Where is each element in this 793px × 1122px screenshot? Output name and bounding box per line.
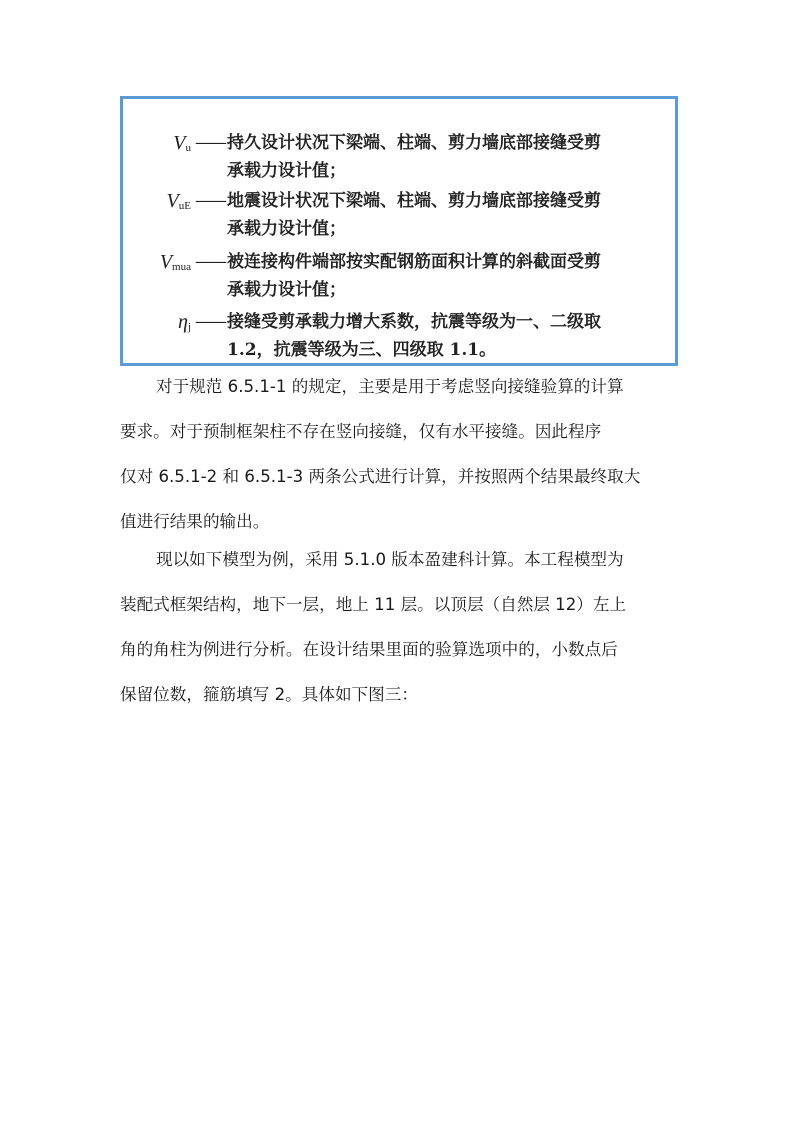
definition-text: 接缝受剪承载力增大系数，抗震等级为一、二级取	[227, 312, 601, 332]
paragraph-line: 现以如下模型为例，采用 5.1.0 版本盈建科计算。本工程模型为	[156, 550, 624, 569]
definition-text: 地震设计状况下梁端、柱端、剪力墙底部接缝受剪	[227, 191, 601, 211]
paragraph-line: 值进行结果的输出。	[120, 512, 270, 531]
definition-text-continued: 1.2，抗震等级为三、四级取 1.1。	[227, 340, 497, 360]
symbol: $V_{mua}$	[159, 251, 191, 273]
symbol: $V_u$	[173, 132, 191, 154]
paragraph-line: 角的角柱为例进行分析。在设计结果里面的验算选项中的，小数点后	[120, 640, 618, 659]
paragraph-code-explanation	[120, 364, 676, 544]
em-dash: ——	[195, 312, 225, 332]
em-dash: ——	[195, 133, 225, 153]
definition-text-continued: 承载力设计值；	[227, 280, 346, 300]
code-excerpt-box	[120, 96, 678, 366]
symbol: $V_{uE}$	[166, 190, 191, 212]
paragraph-model-example	[120, 537, 676, 717]
definition-text-continued: 承载力设计值；	[227, 219, 346, 239]
definition-text-continued: 承载力设计值；	[227, 161, 346, 181]
symbol: $\eta_j$	[178, 311, 191, 333]
definition-text: 被连接构件端部按实配钢筋面积计算的斜截面受剪	[227, 252, 601, 272]
definition-text: 持久设计状况下梁端、柱端、剪力墙底部接缝受剪	[227, 133, 601, 153]
em-dash: ——	[195, 252, 225, 272]
paragraph-line: 仅对 6.5.1-2 和 6.5.1-3 两条公式进行计算，并按照两个结果最终取大	[120, 467, 641, 486]
em-dash: ——	[195, 191, 225, 211]
paragraph-line: 保留位数，箍筋填写 2。具体如下图三：	[120, 685, 418, 704]
paragraph-line: 对于规范 6.5.1-1 的规定，主要是用于考虑竖向接缝验算的计算	[156, 377, 624, 396]
paragraph-line: 装配式框架结构，地下一层，地上 11 层。以顶层（自然层 12）左上	[120, 595, 627, 614]
paragraph-line: 要求。对于预制框架柱不存在竖向接缝，仅有水平接缝。因此程序	[120, 422, 602, 441]
